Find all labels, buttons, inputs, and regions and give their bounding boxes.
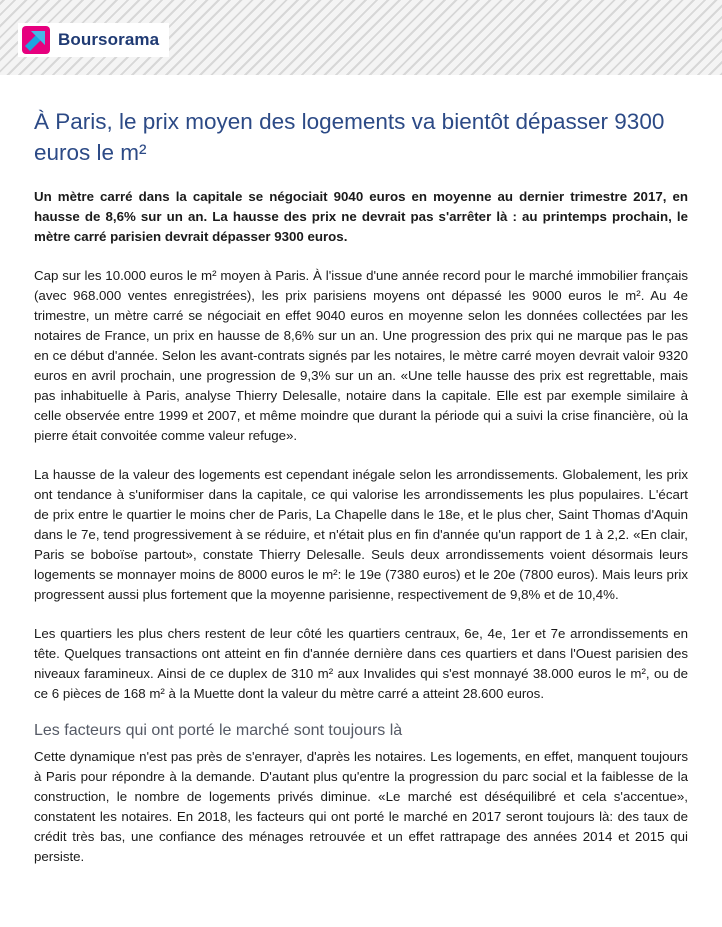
article-subheading: Les facteurs qui ont porté le marché sont toujours là [34, 722, 403, 739]
article [0, 106, 722, 867]
article-lead: Un mètre carré dans la capitale se négociait 9040 euros en moyenne au dernier trimestre 2017, en hausse de 8,6% sur un an. La hausse des prix ne devrait pas s'arrêter là : au printemps prochain, le mètre carré parisien devrait dépasser 9300 euros. [34, 189, 688, 244]
article-paragraph-4: Cette dynamique n'est pas près de s'enrayer, d'après les notaires. Les logements, en effet, manquent toujours à Paris pour répondre à la demande. D'autant plus qu'entre la progression du parc social et la faiblesse de la construction, le nombre de logements privés diminue. «Le marché est déséquilibré et cela s'accentue», constatent les notaires. En 2018, les facteurs qui ont porté le marché en 2017 seront toujours là: des taux de crédit très bas, une confiance des ménages retrouvée et un effet rattrapage des années 2014 et 2015 qui persiste. [34, 749, 688, 864]
boursorama-arrow-icon [22, 26, 50, 54]
article-title: À Paris, le prix moyen des logements va bientôt dépasser 9300 euros le m² [34, 109, 665, 165]
article-paragraph-2: La hausse de la valeur des logements est cependant inégale selon les arrondissements. Globalement, les prix ont tendance à s'uniformiser dans la capitale, ce qui valorise les arrondissements les plus populaires. L'écart de prix entre le quartier le moins cher de Paris, La Chapelle dans le 18e, et le plus cher, Saint Thomas d'Aquin dans le 7e, tend progressivement à se réduire, et n'était plus en fin d'année qu'un rapport de 1 à 2,2. «En clair, Paris se boboïse partout», constate Thierry Delesalle. Seuls deux arrondissements voient désormais leurs logements se monnayer moins de 8000 euros le m²: le 19e (7380 euros) et le 20e (7800 euros). Mais leurs prix progressent aussi plus fortement que la moyenne parisienne, respectivement de 9,8% et de 10,4%. [34, 467, 688, 602]
logo-text: Boursorama [58, 30, 160, 49]
article-paragraph-1: Cap sur les 10.000 euros le m² moyen à Paris. À l'issue d'une année record pour le marché immobilier français (avec 968.000 ventes enregistrées), les prix parisiens moyens ont dépassé les 9000 euros le m². Au 4e trimestre, un mètre carré se négociait en effet 9040 euros en moyenne selon les données collectées par les notaires de France, un prix en hausse de 8,6% sur un an. Une progression des prix qui ne marque pas le pas en ce début d'année. Selon les avant-contrats signés par les notaires, le mètre carré moyen devrait valoir 9320 euros en avril prochain, une progression de 9,3% sur un an. «Une telle hausse des prix est regrettable, mais pas inhabituelle à Paris, analyse Thierry Delesalle, notaire dans la capitale. Elle est par exemple similaire à celle observée entre 1999 et 2007, et même moindre que durant la période qui a suivi la crise financière, où la pierre était convoitée comme valeur refuge». [34, 268, 688, 443]
boursorama-logo[interactable] [18, 23, 169, 57]
article-paragraph-3: Les quartiers les plus chers restent de leur côté les quartiers centraux, 6e, 4e, 1er et 7e arrondissements en tête. Quelques transactions ont atteint en fin d'année dernière dans ces quartiers et dans l'Ouest parisien des niveaux faramineux. Ainsi de ce duplex de 310 m² aux Invalides qui s'est monnayé 38.000 euros le m², ou de ce 6 pièces de 168 m² à la Muette dont la valeur du mètre carré a atteint 28.600 euros. [34, 626, 688, 701]
page-header [0, 0, 722, 75]
